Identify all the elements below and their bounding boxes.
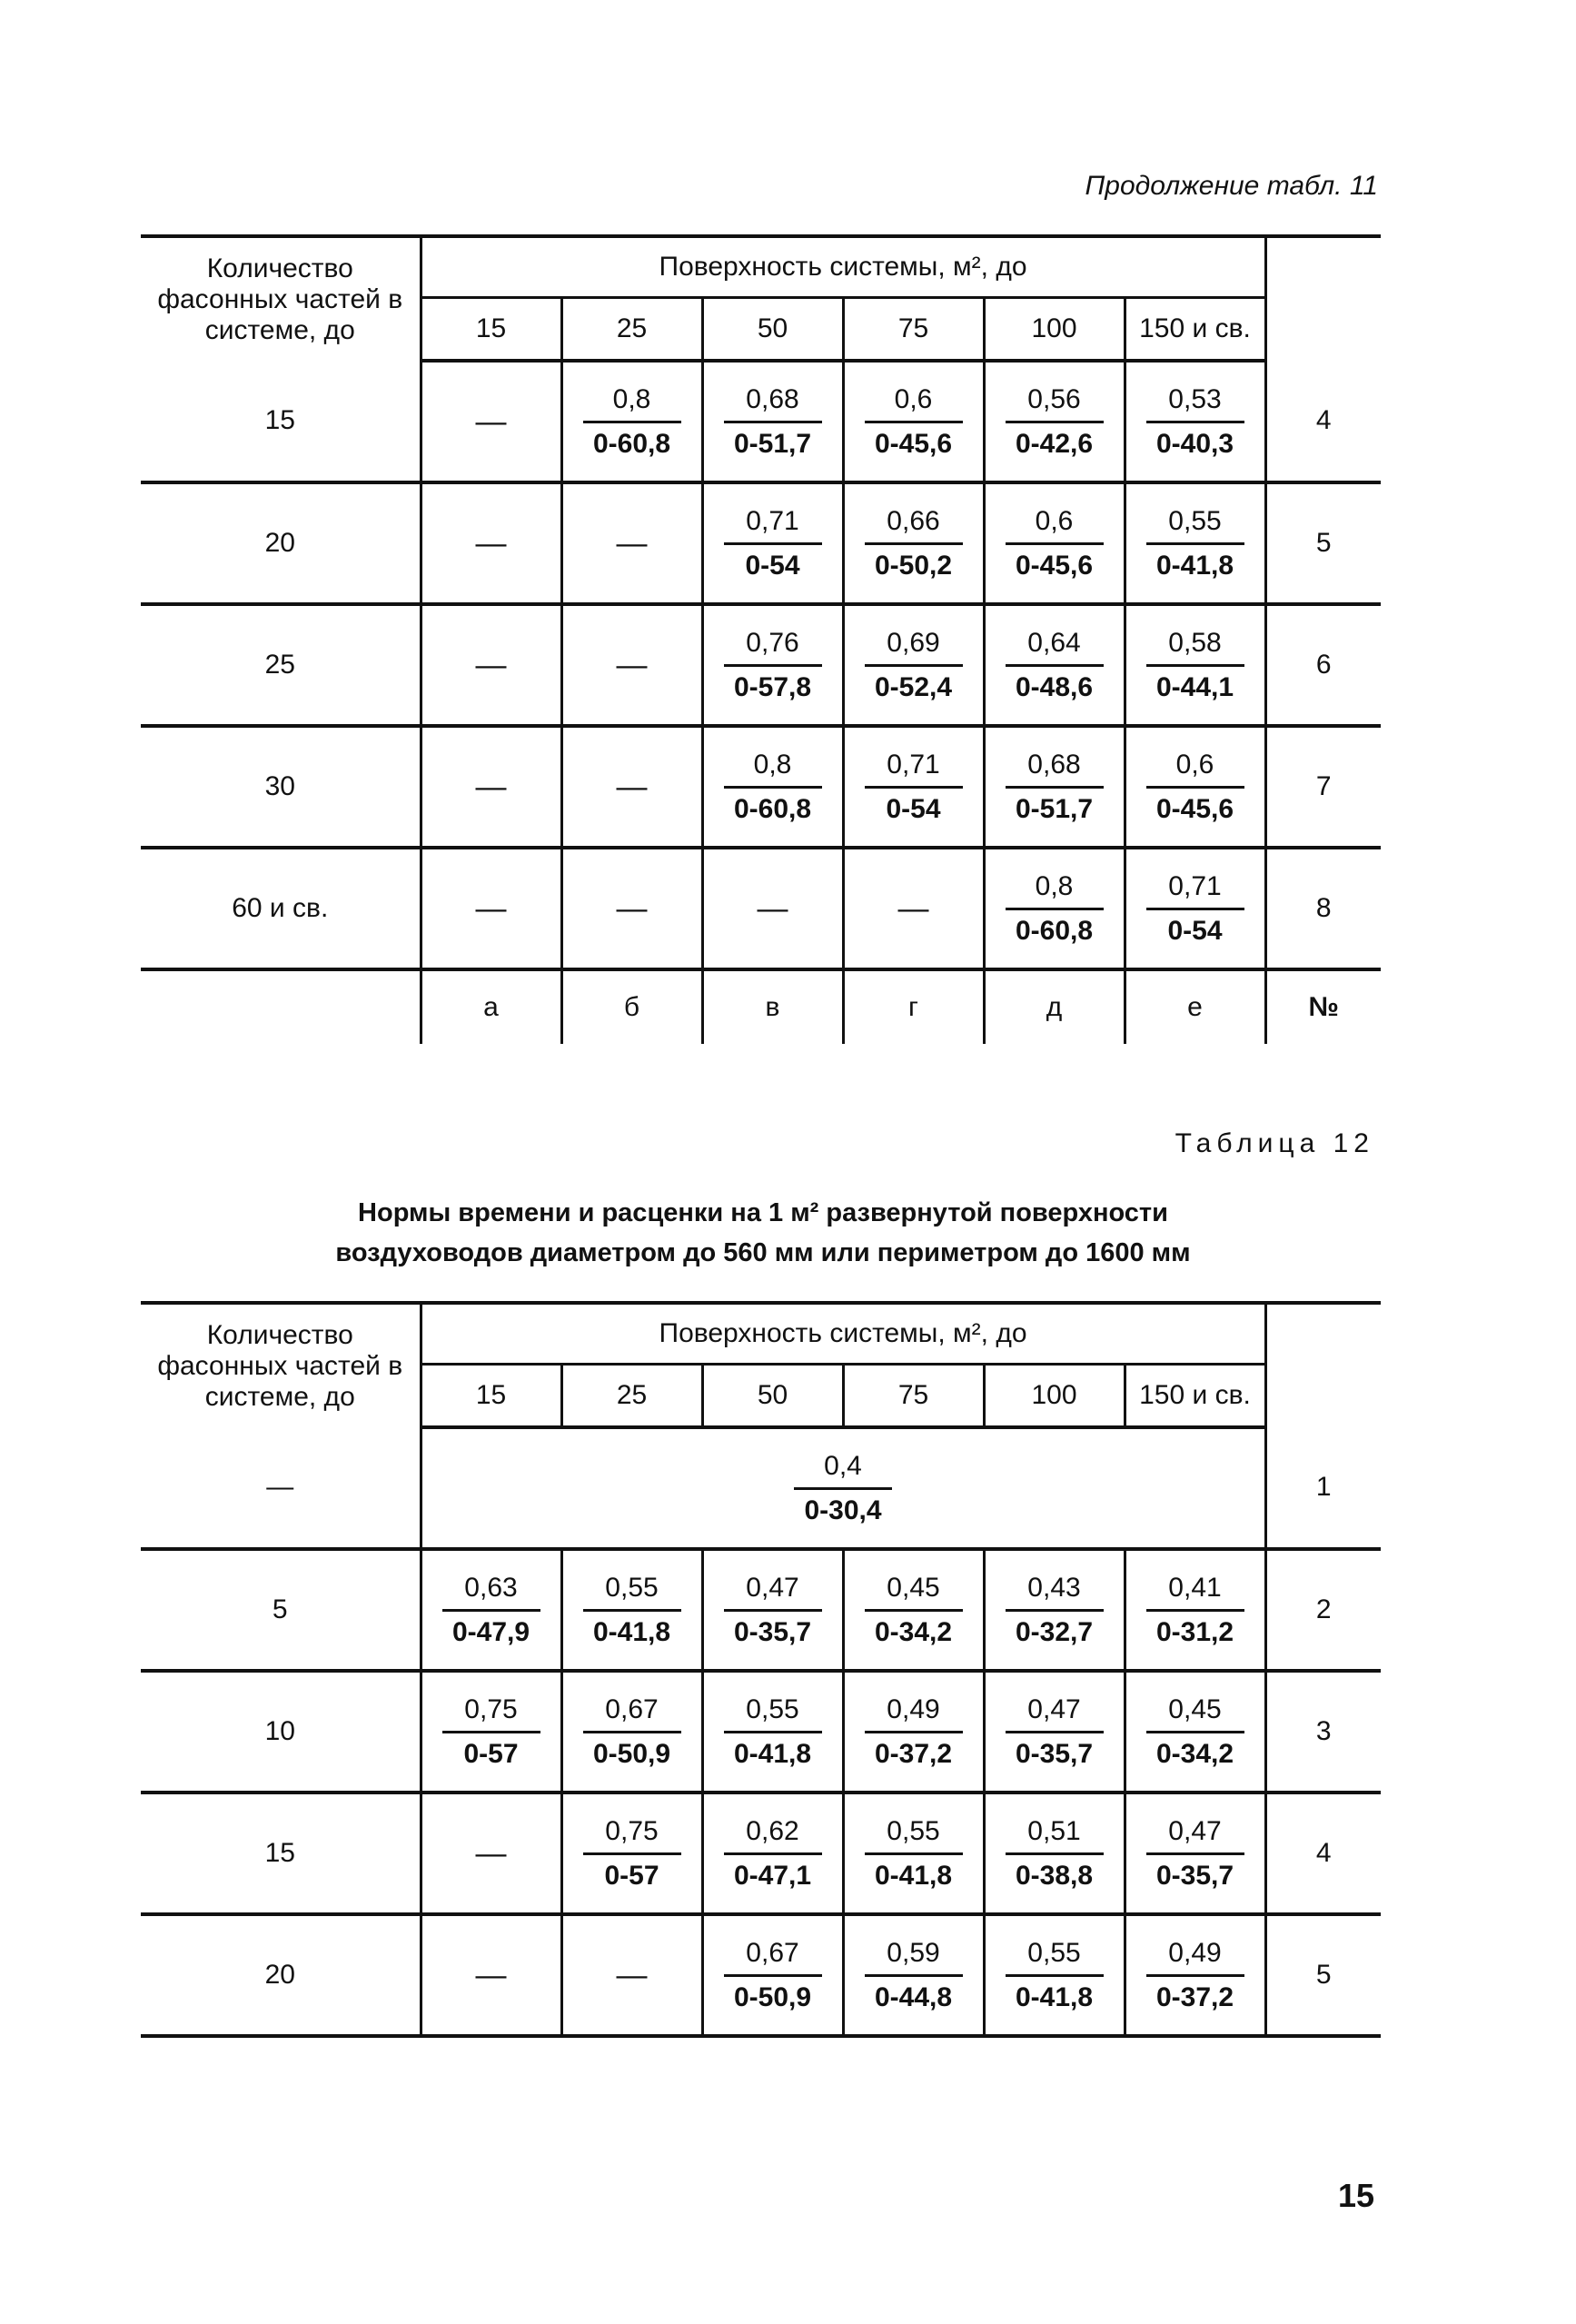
column-letter: г xyxy=(843,969,984,1044)
no-value-dash: — xyxy=(475,525,507,561)
value-cell xyxy=(702,1793,843,1914)
time-norm: 0,66 xyxy=(887,505,940,536)
value-cell xyxy=(1125,1914,1265,2036)
fraction xyxy=(1146,871,1244,947)
table-12-title-line-2: воздуховодов диаметром до 560 мм или периметром до 1600 мм xyxy=(335,1238,1191,1267)
rate: 0-37,2 xyxy=(1146,1974,1244,2013)
value-cell xyxy=(561,604,702,726)
fraction xyxy=(865,384,963,460)
value-cell xyxy=(1125,361,1265,482)
value-cell xyxy=(702,1914,843,2036)
value-cell xyxy=(843,1549,984,1671)
time-norm: 0,49 xyxy=(1168,1937,1222,1968)
time-norm: 0,76 xyxy=(746,627,799,658)
rate: 0-37,2 xyxy=(865,1731,963,1770)
rate: 0-34,2 xyxy=(865,1609,963,1648)
no-value-dash: — xyxy=(475,403,507,439)
value-cell xyxy=(984,1671,1125,1793)
time-norm: 0,71 xyxy=(1168,870,1222,901)
rate: 0-54 xyxy=(865,786,963,825)
fraction xyxy=(865,628,963,703)
value-cell xyxy=(843,1914,984,2036)
number-header-blank xyxy=(1265,1303,1381,1427)
fraction xyxy=(1006,1816,1104,1892)
row-label: 25 xyxy=(141,604,421,726)
rate: 0-35,7 xyxy=(724,1609,822,1648)
fraction xyxy=(724,506,822,581)
fraction xyxy=(794,1451,892,1526)
column-header-4: 100 xyxy=(984,298,1125,362)
rate: 0-54 xyxy=(1146,908,1244,947)
rate: 0-30,4 xyxy=(794,1487,892,1526)
fraction xyxy=(442,1694,540,1770)
value-cell xyxy=(421,361,561,482)
rate: 0-57,8 xyxy=(724,664,822,703)
row-number: 7 xyxy=(1265,726,1381,848)
column-header-2: 50 xyxy=(702,1365,843,1428)
time-norm: 0,67 xyxy=(746,1937,799,1968)
row-number: 6 xyxy=(1265,604,1381,726)
value-cell xyxy=(421,1793,561,1914)
fraction xyxy=(1146,1694,1244,1770)
table-row xyxy=(141,482,1381,604)
fraction xyxy=(1006,1694,1104,1770)
row-label: 30 xyxy=(141,726,421,848)
fraction xyxy=(865,506,963,581)
value-cell xyxy=(421,1671,561,1793)
row-label: 20 xyxy=(141,482,421,604)
fraction xyxy=(583,1694,681,1770)
time-norm: 0,71 xyxy=(746,505,799,536)
value-cell xyxy=(1125,848,1265,969)
value-cell xyxy=(1125,1671,1265,1793)
rate: 0-34,2 xyxy=(1146,1731,1244,1770)
value-cell xyxy=(561,726,702,848)
page-number: 15 xyxy=(1337,2177,1374,2214)
value-cell xyxy=(702,726,843,848)
time-norm: 0,62 xyxy=(746,1815,799,1846)
no-value-dash: — xyxy=(475,1957,507,1992)
fraction xyxy=(724,1816,822,1892)
column-header-4: 100 xyxy=(984,1365,1125,1428)
column-header-0: 15 xyxy=(421,1365,561,1428)
time-norm: 0,6 xyxy=(1175,749,1214,780)
row-number: 4 xyxy=(1265,361,1381,482)
fraction xyxy=(865,1694,963,1770)
value-cell xyxy=(561,1671,702,1793)
rate: 0-41,8 xyxy=(724,1731,822,1770)
value-cell xyxy=(421,1914,561,2036)
rate: 0-50,9 xyxy=(724,1974,822,2013)
fraction xyxy=(724,1938,822,2013)
column-header-5: 150 и св. xyxy=(1125,298,1265,362)
fraction xyxy=(583,1573,681,1648)
row-number: 5 xyxy=(1265,482,1381,604)
column-letter: б xyxy=(561,969,702,1044)
table-row xyxy=(141,848,1381,969)
rate: 0-47,1 xyxy=(724,1852,822,1892)
time-norm: 0,45 xyxy=(887,1572,940,1603)
rate: 0-41,8 xyxy=(583,1609,681,1648)
value-cell xyxy=(1125,1549,1265,1671)
rate: 0-31,2 xyxy=(1146,1609,1244,1648)
time-norm: 0,69 xyxy=(887,627,940,658)
rate: 0-60,8 xyxy=(724,786,822,825)
no-value-dash: — xyxy=(475,1835,507,1871)
row-label: 60 и св. xyxy=(141,848,421,969)
rate: 0-41,8 xyxy=(865,1852,963,1892)
fraction xyxy=(1146,506,1244,581)
value-cell xyxy=(702,1671,843,1793)
value-cell xyxy=(421,1549,561,1671)
time-norm: 0,45 xyxy=(1168,1693,1222,1724)
row-label: — xyxy=(141,1427,421,1549)
no-value-dash: — xyxy=(616,525,648,561)
time-norm: 0,8 xyxy=(612,383,651,414)
fraction xyxy=(1006,628,1104,703)
row-label: 10 xyxy=(141,1671,421,1793)
value-cell xyxy=(984,482,1125,604)
table-12-label: Таблица 12 xyxy=(1175,1128,1374,1158)
norms-table-11 xyxy=(141,234,1381,1044)
column-header-5: 150 и св. xyxy=(1125,1365,1265,1428)
continuation-label: Продолжение табл. 11 xyxy=(1085,171,1378,201)
surface-header: Поверхность системы, м², до xyxy=(421,1303,1265,1365)
number-header-blank xyxy=(1265,236,1381,361)
row-label-header: Количество фасонных частей в системе, до xyxy=(141,1303,421,1427)
column-header-0: 15 xyxy=(421,298,561,362)
no-value-dash: — xyxy=(475,647,507,682)
rate: 0-35,7 xyxy=(1006,1731,1104,1770)
time-norm: 0,41 xyxy=(1168,1572,1222,1603)
time-norm: 0,47 xyxy=(1027,1693,1081,1724)
time-norm: 0,75 xyxy=(464,1693,518,1724)
fraction xyxy=(724,384,822,460)
value-cell xyxy=(984,604,1125,726)
value-cell xyxy=(561,1793,702,1914)
row-number: 5 xyxy=(1265,1914,1381,2036)
fraction xyxy=(865,1938,963,2013)
value-cell xyxy=(1125,482,1265,604)
time-norm: 0,75 xyxy=(605,1815,659,1846)
rate: 0-41,8 xyxy=(1006,1974,1104,2013)
fraction xyxy=(724,1573,822,1648)
time-norm: 0,56 xyxy=(1027,383,1081,414)
row-label: 15 xyxy=(141,361,421,482)
time-norm: 0,6 xyxy=(894,383,933,414)
time-norm: 0,47 xyxy=(1168,1815,1222,1846)
row-label: 5 xyxy=(141,1549,421,1671)
row-number: 3 xyxy=(1265,1671,1381,1793)
rate: 0-41,8 xyxy=(1146,542,1244,581)
rate: 0-38,8 xyxy=(1006,1852,1104,1892)
value-cell xyxy=(702,361,843,482)
time-norm: 0,51 xyxy=(1027,1815,1081,1846)
time-norm: 0,68 xyxy=(746,383,799,414)
value-cell xyxy=(984,1549,1125,1671)
time-norm: 0,55 xyxy=(1168,505,1222,536)
time-norm: 0,8 xyxy=(753,749,792,780)
rate: 0-32,7 xyxy=(1006,1609,1104,1648)
time-norm: 0,55 xyxy=(605,1572,659,1603)
rate: 0-51,7 xyxy=(724,421,822,460)
time-norm: 0,68 xyxy=(1027,749,1081,780)
value-cell xyxy=(561,848,702,969)
rate: 0-35,7 xyxy=(1146,1852,1244,1892)
time-norm: 0,6 xyxy=(1035,505,1074,536)
value-cell xyxy=(421,604,561,726)
rate: 0-54 xyxy=(724,542,822,581)
value-cell xyxy=(843,726,984,848)
rate: 0-60,8 xyxy=(1006,908,1104,947)
rate: 0-47,9 xyxy=(442,1609,540,1648)
norms-table-12 xyxy=(141,1301,1381,2038)
time-norm: 0,4 xyxy=(824,1450,862,1481)
value-cell xyxy=(702,1549,843,1671)
value-cell xyxy=(702,604,843,726)
value-cell xyxy=(843,482,984,604)
table-row xyxy=(141,1914,1381,2036)
letters-blank xyxy=(141,969,421,1044)
rate: 0-50,2 xyxy=(865,542,963,581)
rate: 0-48,6 xyxy=(1006,664,1104,703)
no-value-dash: — xyxy=(616,1957,648,1992)
value-cell xyxy=(984,726,1125,848)
value-cell xyxy=(984,361,1125,482)
column-header-1: 25 xyxy=(561,1365,702,1428)
column-header-2: 50 xyxy=(702,298,843,362)
value-cell xyxy=(421,482,561,604)
fraction xyxy=(442,1573,540,1648)
table-row xyxy=(141,361,1381,482)
fraction xyxy=(1006,506,1104,581)
row-label: 20 xyxy=(141,1914,421,2036)
rate: 0-45,6 xyxy=(865,421,963,460)
rate: 0-45,6 xyxy=(1146,786,1244,825)
no-value-dash: — xyxy=(475,890,507,926)
value-cell xyxy=(843,1671,984,1793)
value-cell xyxy=(561,1914,702,2036)
value-cell xyxy=(561,1549,702,1671)
column-header-1: 25 xyxy=(561,298,702,362)
row-number: 1 xyxy=(1265,1427,1381,1549)
rate: 0-40,3 xyxy=(1146,421,1244,460)
time-norm: 0,59 xyxy=(887,1937,940,1968)
no-value-dash: — xyxy=(616,647,648,682)
fraction xyxy=(583,1816,681,1892)
no-value-dash: — xyxy=(475,769,507,804)
row-label: 15 xyxy=(141,1793,421,1914)
fraction xyxy=(583,384,681,460)
fraction xyxy=(724,1694,822,1770)
value-cell xyxy=(1125,726,1265,848)
time-norm: 0,55 xyxy=(1027,1937,1081,1968)
time-norm: 0,53 xyxy=(1168,383,1222,414)
column-header-3: 75 xyxy=(843,1365,984,1428)
fraction xyxy=(1146,628,1244,703)
rate: 0-51,7 xyxy=(1006,786,1104,825)
merged-value-cell xyxy=(421,1427,1265,1549)
fraction xyxy=(1006,1573,1104,1648)
rate: 0-60,8 xyxy=(583,421,681,460)
fraction xyxy=(1006,750,1104,825)
value-cell xyxy=(984,848,1125,969)
rate: 0-45,6 xyxy=(1006,542,1104,581)
table-12-title xyxy=(145,1193,1381,1273)
rate: 0-44,1 xyxy=(1146,664,1244,703)
row-number: 8 xyxy=(1265,848,1381,969)
time-norm: 0,71 xyxy=(887,749,940,780)
column-header-3: 75 xyxy=(843,298,984,362)
no-value-dash: — xyxy=(616,890,648,926)
value-cell xyxy=(843,361,984,482)
column-letter: д xyxy=(984,969,1125,1044)
row-number: 2 xyxy=(1265,1549,1381,1671)
rate: 0-52,4 xyxy=(865,664,963,703)
fraction xyxy=(1146,1938,1244,2013)
table-row xyxy=(141,1549,1381,1671)
rate: 0-57 xyxy=(442,1731,540,1770)
time-norm: 0,64 xyxy=(1027,627,1081,658)
column-letters-row xyxy=(141,969,1381,1044)
time-norm: 0,47 xyxy=(746,1572,799,1603)
value-cell xyxy=(702,482,843,604)
value-cell xyxy=(843,1793,984,1914)
value-cell xyxy=(843,604,984,726)
table-row xyxy=(141,1793,1381,1914)
value-cell xyxy=(421,726,561,848)
rate: 0-57 xyxy=(583,1852,681,1892)
value-cell xyxy=(1125,1793,1265,1914)
row-label-header: Количество фасонных частей в системе, до xyxy=(141,236,421,361)
no-value-dash: — xyxy=(616,769,648,804)
time-norm: 0,49 xyxy=(887,1693,940,1724)
table-12-title-line-1: Нормы времени и расценки на 1 м² развернутой поверхности xyxy=(358,1198,1168,1227)
row-number: 4 xyxy=(1265,1793,1381,1914)
value-cell xyxy=(984,1793,1125,1914)
rate: 0-50,9 xyxy=(583,1731,681,1770)
time-norm: 0,55 xyxy=(887,1815,940,1846)
fraction xyxy=(1146,384,1244,460)
column-letter: е xyxy=(1125,969,1265,1044)
time-norm: 0,63 xyxy=(464,1572,518,1603)
no-value-dash: — xyxy=(757,890,788,926)
rate: 0-42,6 xyxy=(1006,421,1104,460)
time-norm: 0,43 xyxy=(1027,1572,1081,1603)
surface-header: Поверхность системы, м², до xyxy=(421,236,1265,298)
value-cell xyxy=(421,848,561,969)
value-cell xyxy=(561,482,702,604)
fraction xyxy=(865,750,963,825)
fraction xyxy=(865,1816,963,1892)
number-label: № xyxy=(1308,992,1339,1022)
value-cell xyxy=(843,848,984,969)
fraction xyxy=(1146,750,1244,825)
fraction xyxy=(1146,1573,1244,1648)
fraction xyxy=(1006,871,1104,947)
table-row xyxy=(141,1671,1381,1793)
value-cell xyxy=(1125,604,1265,726)
value-cell xyxy=(561,361,702,482)
no-value-dash: — xyxy=(897,890,929,926)
rate: 0-44,8 xyxy=(865,1974,963,2013)
time-norm: 0,58 xyxy=(1168,627,1222,658)
time-norm: 0,8 xyxy=(1035,870,1074,901)
fraction xyxy=(724,750,822,825)
value-cell xyxy=(702,848,843,969)
value-cell xyxy=(984,1914,1125,2036)
fraction xyxy=(1006,384,1104,460)
table-row xyxy=(141,726,1381,848)
column-letter: в xyxy=(702,969,843,1044)
time-norm: 0,55 xyxy=(746,1693,799,1724)
fraction xyxy=(1146,1816,1244,1892)
fraction xyxy=(865,1573,963,1648)
time-norm: 0,67 xyxy=(605,1693,659,1724)
column-letter: а xyxy=(421,969,561,1044)
fraction xyxy=(724,628,822,703)
table-row xyxy=(141,604,1381,726)
fraction xyxy=(1006,1938,1104,2013)
